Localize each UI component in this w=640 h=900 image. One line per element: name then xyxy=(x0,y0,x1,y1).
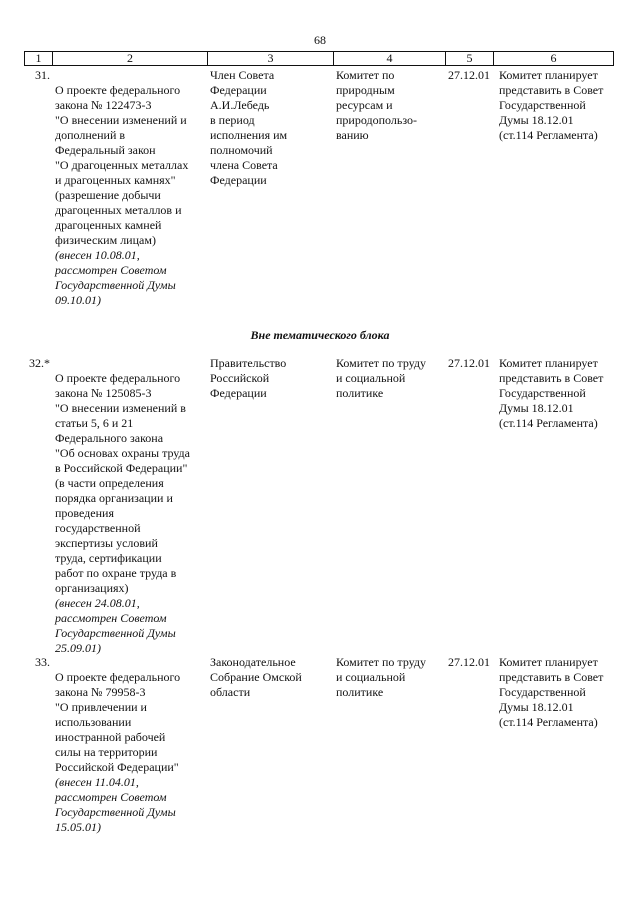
column-number-3: 3 xyxy=(267,51,274,65)
table-header xyxy=(24,51,614,66)
column-number-5: 5 xyxy=(466,51,473,65)
note: Комитет планирует представить в Совет Государственной Думы 18.12.01 (ст.114 Регламента) xyxy=(499,655,604,729)
column-number-1: 1 xyxy=(35,51,42,65)
responsible-committee: Комитет по природным ресурсам и природопользо- ванию xyxy=(336,68,417,142)
bill-title: О проекте федерального закона № 122473-3 "О внесении изменений и дополнений в Федеральный закон "О драгоценных металлах и драгоценных камнях" (разрешение добычи драгоценных металлов и драгоценных камней физическим лицам) xyxy=(55,83,189,247)
column-number-2: 2 xyxy=(127,51,133,65)
date: 27.12.01 xyxy=(448,655,490,669)
bill-status: (внесен 11.04.01, рассмотрен Советом Государственной Думы 15.05.01) xyxy=(55,775,176,834)
row-number: 31. xyxy=(35,68,50,82)
bill-status: (внесен 10.08.01, рассмотрен Советом Государственной Думы 09.10.01) xyxy=(55,248,176,307)
note: Комитет планирует представить в Совет Государственной Думы 18.12.01 (ст.114 Регламента) xyxy=(499,356,604,430)
bill-author: Член Совета Федерации А.И.Лебедь в период исполнения им полномочий члена Совета Федерации xyxy=(210,68,288,187)
section-heading: Вне тематического блока xyxy=(250,328,390,342)
row-number: 33. xyxy=(35,655,50,669)
column-number-6: 6 xyxy=(550,51,557,65)
bill-description xyxy=(55,68,205,308)
note: Комитет планирует представить в Совет Государственной Думы 18.12.01 (ст.114 Регламента) xyxy=(499,68,604,142)
bill-description xyxy=(55,655,205,835)
bill-status: (внесен 24.08.01, рассмотрен Советом Государственной Думы 25.09.01) xyxy=(55,596,176,655)
column-number-4: 4 xyxy=(386,51,393,65)
row-number: 32.* xyxy=(29,356,50,370)
page-number: 68 xyxy=(314,33,326,47)
bill-title: О проекте федерального закона № 79958-3 "О привлечении и использовании иностранной рабочей силы на территории Российской Федерации" xyxy=(55,670,181,774)
date: 27.12.01 xyxy=(448,68,490,82)
bill-title: О проекте федерального закона № 125085-3 "О внесении изменений в статьи 5, 6 и 21 Федерального закона "Об основах охраны труда в Российской Федерации" (в части определения порядка организации и проведения государственной экспертизы условий труда, сертификации работ по охране труда в организациях) xyxy=(55,371,190,595)
bill-author: Правительство Российской Федерации xyxy=(210,356,287,400)
bill-author: Законодательное Собрание Омской области xyxy=(210,655,302,699)
bill-description xyxy=(55,356,205,656)
date: 27.12.01 xyxy=(448,356,490,370)
responsible-committee: Комитет по труду и социальной политике xyxy=(336,356,427,400)
responsible-committee: Комитет по труду и социальной политике xyxy=(336,655,427,699)
